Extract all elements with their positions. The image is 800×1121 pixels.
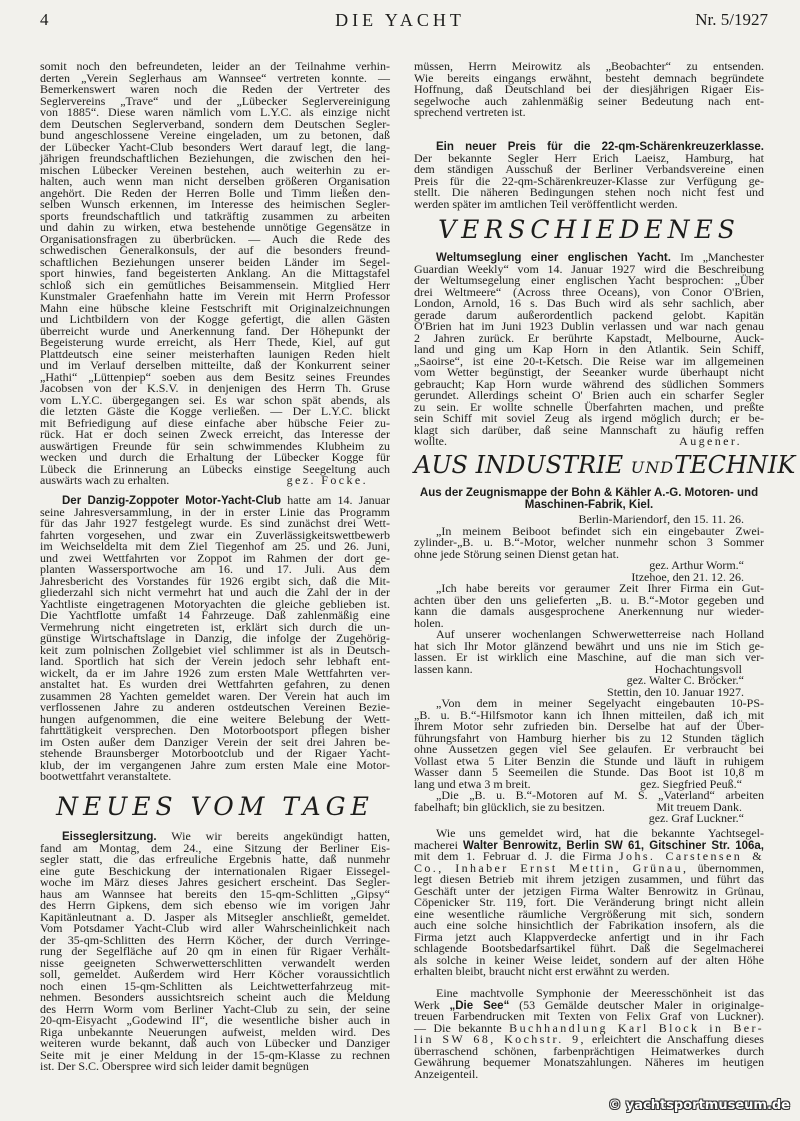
signature: gez. Siegfried Peuß.“	[640, 776, 742, 791]
text-line: nisse geeigneten Schwerwetterschlitten verwandelt werden	[40, 955, 390, 970]
article-luebeck-continuation	[40, 61, 390, 487]
text-line: gliederzahl sich nicht vermehrt hat und auch die Zahl der in der	[40, 585, 390, 599]
text-line: werden später im amtlichen Teil veröffentlicht werden.	[414, 196, 678, 211]
text-line: erhalten bleibt, braucht nicht erst erwähnt zu werden.	[414, 964, 670, 978]
text-line: Der Danzig-Zoppoter Motor-Yacht-Club hatte am 14. Januar	[62, 493, 390, 507]
text-line: gez. Graf Luckner.“	[648, 811, 744, 825]
text-line: fahrttätigkeit versprechen. Den Motorbootsport pflegen bisher	[40, 723, 390, 737]
text-line: treuen Farbendrucken mit Texten von Felix Graf von Luckner).	[414, 1009, 764, 1023]
bold-lead: Walter Benrowitz, Berlin SW 61, Gitschiner Str. 106a,	[463, 839, 764, 852]
text-line: macherei Walter Benrowitz, Berlin SW 61, Gitschiner Str. 106a,	[414, 837, 764, 852]
text-line: zylinder-„B. u. B.“-Motor, welcher nunmehr schon 3 Sommer	[414, 535, 764, 549]
text-line: „Ich habe bereits vor geraumer Zeit Ihrer Firma ein Gut-	[436, 581, 764, 595]
text-line: klagt sich darüber, daß seine Mannschaft zu häufig reffen	[414, 422, 764, 437]
signature: Hochachtungsvoll	[654, 661, 742, 676]
text-line: derten „Verein Seglerhaus am Wannsee“ vertreten konnte. —	[40, 70, 390, 85]
text-line: wollte. Augener.	[414, 434, 742, 448]
text-line: Lübeck die Erinnerung an Lübecks einstige Seegeltung auch	[40, 461, 390, 476]
text-line: Ihrem Motor sehr zufrieden bin. Derselbe hat auf der Über-	[414, 719, 764, 733]
text-line: Guardian Weekly“ vom 14. Januar 1927 wird die Beschreibung	[414, 261, 764, 276]
text-line: segelwoche auch zahlenmäßig seiner Bedeutung nach ent-	[414, 93, 764, 108]
text-line: „Von dem in meiner Segelyacht eingebauten 10-PS-	[436, 696, 764, 710]
article-weltumseglung	[414, 252, 764, 448]
text-line: stellt. Die näheren Bedingungen stehen noch nicht fest und	[414, 185, 764, 199]
text-line: auswärtigen Freunde für sein schwimmendes Klubheim zu	[40, 438, 390, 453]
text-line: des Herrn Gipkens, dem sich ebenso wie im vorigen Jahr	[40, 898, 390, 912]
text-line: Der bekannte Segler Herr Erich Laeisz, Hamburg, hat	[414, 150, 764, 165]
text-line: rung der Segelfläche auf 20 qm in einen für Rigaer Verhält-	[40, 944, 390, 958]
text-line: Anzeigenteil.	[414, 1066, 479, 1081]
text-line: und zwei Wettfahrten vor Zoppot im Rahmen der dort ge-	[40, 550, 390, 565]
text-line: planten Wassersportwoche am 16. und 17. Juli. Aus dem	[40, 562, 390, 576]
text-line: Vermehrung nicht eingetreten ist, erklärt sich durch die un-	[40, 619, 390, 634]
text-line: Mahn eine hübsche kleine Festschrift mit Originalzeichnungen	[40, 300, 390, 315]
text-line: Begeisterung wurde erreicht, als Herr Thede, Kiel, auf gut	[40, 335, 390, 349]
text-line: 20-qm-Eisyacht „Godewind II“, die wesentliche bisher auch in	[40, 1013, 390, 1027]
text-line: lin SW 68, Kochstr. 9, erleichtert die Anschaffung dieses	[414, 1032, 764, 1046]
section-heading-neues-vom-tage: NEUES VOM TAGE	[56, 792, 374, 821]
text-line: Die Yachtflotte umfaßt 14 Fahrzeuge. Daß zahlenmäßig eine	[40, 608, 390, 622]
text-line: haus am Wannsee hat bereits den 15-qm-Schlitten „Gipsy“	[40, 886, 390, 901]
testimonial-signature	[414, 813, 764, 825]
text-line: Auf unserer wochenlangen Schwerwetterreise nach Holland	[436, 627, 764, 641]
text-line: Vom Potsdamer Yacht-Club wird aller Wahrscheinlichkeit nach	[40, 921, 390, 935]
text-line: drei Weltmeere“ (Across three Oceans), von Conor O'Brien,	[414, 284, 764, 299]
text-line: führungsfahrt von Hamburg hierher bis zu 12 Stunden täglich	[414, 730, 764, 745]
text-line: für das Jahr 1927 festgelegt wurde. Es sind zunächst drei Wett-	[40, 516, 390, 530]
text-line: als solche in keiner Weise leidet, sondern auf der alten Höhe	[414, 952, 764, 967]
text-line: lang und etwa 3 m breit. gez. Siegfried Peuß.“	[414, 776, 742, 791]
text-line: mit dem 1. Februar d. J. die Firma Johs. Carstensen &	[414, 849, 764, 863]
text-line: seine Jahresversammlung, in der in erster Linie das Programm	[40, 504, 390, 519]
text-line: kann die damals ausgesprochene Anerkennung nur wieder-	[414, 604, 764, 618]
text-line: zu sein. Er wollte schnelle Überfahrten machen, und preßte	[414, 399, 764, 414]
text-line: London, Arnold, 16 s. Das Buch wird als sehr sachlich, aber	[414, 296, 764, 310]
signature: gez. Focke.	[286, 473, 368, 487]
text-line: halten, auch wenn man nicht derselben größeren Organisation	[40, 174, 390, 188]
text-line: Co., Inhaber Ernst Mettin, Grünau, übernommen,	[414, 860, 764, 875]
text-line: müssen, Herrn Meirowitz als „Beobachter“ zu entsenden.	[414, 59, 764, 73]
issue-number: Nr. 5/1927	[695, 10, 768, 29]
text-line: vom Wetter begünstigt, der Seeanker wurde überhaupt nicht	[414, 365, 764, 379]
heading-part: UND	[630, 458, 675, 477]
text-line: ohne Aussetzen gegen viel See gelaufen. Er verbraucht bei	[414, 742, 764, 756]
text-line: Vollast etwa 5 Liter Benzin die Stunde und läuft in ruhigem	[414, 753, 764, 768]
text-line: des Herrn Worm vom Berliner Yacht-Club zu sein, der seine	[40, 1001, 390, 1016]
text-line: Jacobsen von der K.S.V. in denjenigen des Herrn Th. Gruse	[40, 381, 390, 395]
text-line: sports freundschaftlich und tatkräftig zusammen zu arbeiten	[40, 208, 390, 223]
text-line: hungen aufgenommen, die eine weitere Belebung der Wett-	[40, 711, 390, 726]
testimonial-quote	[414, 523, 764, 561]
text-line: im Weichseldelta mit dem Ziel Tiegenhof am 25. und 26. Juni,	[40, 539, 390, 553]
text-line: woche im März dieses Jahres gesichert erscheint. Das Segler-	[40, 875, 390, 889]
text-line: gez. Walter C. Bröcker.“	[626, 673, 744, 687]
text-line: eine wesentliche räumliche Vergrößerung mit sich, sondern	[414, 906, 764, 921]
spaced-text: lin SW 68, Kochstr. 9,	[414, 1032, 586, 1046]
text-line: sprechend vertreten ist.	[414, 105, 526, 119]
text-line: noch einen 15-qm-Schlitten als Leichtwetterfahrzeug mit-	[40, 978, 390, 993]
text-line: legt diesen Betrieb mit ihrem jetzigen zusammen, und führt das	[414, 872, 764, 886]
text-line: Plattdeutsch eine seiner meisterhaften launigen Reden hielt	[40, 346, 390, 361]
text-line: dem Deutschen Seglerverband, sondern dem Deutschen Segler-	[40, 116, 390, 131]
text-line: Maschinen-Fabrik, Kiel.	[524, 498, 654, 511]
spaced-text: Co., Inhaber Ernst Mettin, Grünau,	[414, 860, 689, 875]
text-line: „Die „B. u. B.“-Motoren auf M. S. „Vaterland“ arbeiten	[436, 788, 764, 802]
text-line: im Osten außer dem Danziger Verein der seit drei Jahren be-	[40, 734, 390, 749]
text-line: mit Befriedigung auf diese einfache aber hübsche Feier zu-	[40, 415, 390, 430]
text-line: angehört. Die Reden der Herren Bolle und Timm ließen den-	[40, 185, 390, 200]
text-line: gez. Arthur Worm.“	[649, 558, 744, 572]
text-line: bootwettfahrt veranstaltete.	[40, 769, 172, 783]
text-line: der 35-qm-Schlitten des Herrn Köcher, der durch Verringe-	[40, 932, 390, 947]
text-line: Geschäft unter der jetzigen Firma Walter Benrowitz in Grünau,	[414, 883, 764, 898]
text-line: eine gute Beschickung der internationalen Rigaer Eissegel-	[40, 863, 390, 878]
article-eissegel-continuation	[414, 61, 764, 119]
text-line: der Weltumsegelung einer englischen Yacht besprochen: „Über	[414, 273, 764, 287]
text-line: Eisseglersitzung. Wie wir bereits angekündigt hatten,	[62, 829, 390, 843]
text-line: und im Verlauf derselben mitteilte, daß der Konkurrent seiner	[40, 358, 390, 372]
text-line: schaftlichen Beziehungen unserer beiden Länder im Segel-	[40, 254, 390, 269]
text-line: Weltumseglung einer englischen Yacht. Im „Manchester	[436, 250, 764, 264]
text-line: somit noch den befreundeten, leider an der Teilnahme verhin-	[40, 59, 390, 73]
text-line: Firma jetzt auch Klappverdecke anfertigt und in ihr Fach	[414, 929, 764, 944]
text-line: fahrten vorgesehen, und zwar ein Zuverlässigkeitswettbewerb	[40, 527, 390, 542]
text-line: land und ging um Kap Horn in den Atlantik. Sein Schiff,	[414, 342, 764, 356]
text-line: land. Sportlich hat sich der Verein jedoch sehr lebhaft ent-	[40, 654, 390, 668]
text-line: wickelt, da er im Jahre 1926 zum ersten Male Wettfahrten ver-	[40, 665, 390, 680]
text-line: ohne jede Störung seinen Dienst getan hat.	[414, 546, 619, 561]
text-line: gerundet. Allerdings scheint O' Brien auch ein scharfer Segler	[414, 388, 764, 402]
text-line: achten über den uns gelieferten „B. u. B.“-Motor gegeben und	[414, 592, 764, 607]
text-line: Riga unbekannte Neuerungen aufweist, melden wird. Des	[40, 1024, 390, 1039]
text-line: Organisationsfragen zu überbrücken. — Auch die Rede des	[40, 231, 390, 246]
text-line: selben Wunsch erkennen, im Interesse des heimischen Segler-	[40, 197, 390, 211]
article-die-see	[414, 988, 764, 1080]
heading-part: AUS INDUSTRIE	[414, 451, 624, 479]
text-line: „Hathi“ „Lüttenpiep“ soeben aus dem Besitz seines Freundes	[40, 369, 390, 384]
testimonial-quote	[414, 583, 764, 629]
text-line: und dahin zu wirken, etwa bestehende unnötige Gegensätze in	[40, 220, 390, 234]
text-line: Kunstmaler Graefenhahn hatte im Verein mit Herrn Professor	[40, 289, 390, 303]
text-line: sport hinwies, fand begeisterten Anklang. An die Mittagstafel	[40, 266, 390, 280]
text-line: klub, der im vergangenen Jahre zum ersten Male eine Motor-	[40, 757, 390, 772]
text-line: Stettin, den 10. Januar 1927.	[607, 684, 744, 699]
watermark: © yachtsportmuseum.de	[608, 1098, 790, 1113]
text-line: Eine machtvolle Symphonie der Meeresschönheit ist das	[436, 986, 764, 1000]
text-line: weiteren wurde bekannt, daß auch von Lübecker und Danziger	[40, 1036, 390, 1050]
text-line: schlagende Bootsbedarfsartikel führt. Daß die Segelmacherei	[414, 941, 764, 955]
text-line: gebraucht; Kap Horn wurde während des südlichen Sommers	[414, 376, 764, 391]
testimonial-quote	[414, 790, 764, 813]
signature: Mit treuem Dank.	[656, 799, 742, 814]
text-line: Cöpenicker Str. 119, fort. Die Veränderung bringt nicht allein	[414, 895, 764, 909]
text-line: rück. Hat er doch seinen Zweck erreicht, das Interesse der	[40, 427, 390, 441]
text-line: ist. Der S.C. Oberspree wird sich leider damit begnügen	[40, 1059, 309, 1073]
text-line: überraschend schönen, farbenprächtigen Heimatwerkes durch	[414, 1043, 764, 1058]
section-heading-verschiedenes: VERSCHIEDENES	[438, 215, 740, 244]
text-line: Gewährung bequemer Monatszahlungen. Näheres im heutigen	[414, 1055, 764, 1069]
text-line: vom L.Y.C. übergegangen sei. Es war schon spät abends, als	[40, 392, 390, 407]
text-line: Preis für die 22-qm-Schärenkreuzer-Klasse zur Verfügung ge-	[414, 173, 764, 188]
signature: Augener.	[679, 434, 742, 448]
magazine-title: DIE YACHT	[335, 10, 465, 30]
text-line: holen.	[414, 615, 444, 630]
text-line: Seglervereins „Trave“ und der „Lübecker Seglervereinigung	[40, 93, 390, 108]
text-line: „Saoirse“, ist eine 20-t-Ketsch. Die Reise war im allgemeinen	[414, 353, 764, 368]
text-line: schloß sich ein gemütliches Beisammensein. Mitglied Herr	[40, 277, 390, 292]
spaced-text: Buchhandlung Karl Block in Ber-	[509, 1020, 764, 1035]
text-line: Berlin-Mariendorf, den 15. 11. 26.	[578, 512, 744, 526]
text-line: der Lübecker Yacht-Club besonders Wert darauf legt, die lang-	[40, 139, 390, 154]
text-line: von 1885“. Diese waren nämlich vom L.Y.C. als einzige nicht	[40, 105, 390, 119]
text-line: Jahresbericht des Vorstandes für 1926 ergibt sich, daß die Mit-	[40, 573, 390, 588]
text-line: günstige Wirtschaftslage in Danzig, die infolge der Zugehörig-	[40, 631, 390, 645]
text-line: stehende Braunsberger Motorbootclub und der Rigaer Yacht-	[40, 746, 390, 760]
text-line: Bemerkenswert waren noch die Reden der Vertreter des	[40, 82, 390, 96]
article-eisseglersitzung	[40, 831, 390, 1073]
text-line: Wie bereits eingangs erwähnt, besteht demnach begründete	[414, 70, 764, 85]
bold-lead: „Die See“	[449, 999, 510, 1012]
text-line: Itzehoe, den 21. 12. 26.	[631, 569, 744, 584]
text-line: Seite mit je einer Meldung in der 15-qm-Klasse zu rechnen	[40, 1047, 390, 1062]
text-line: Yachtliste eingetragenen Motoryachten die gleiche geblieben ist.	[40, 596, 390, 611]
text-line: „B. u. B.“-Hilfsmotor kann ich Ihnen mitteilen, daß ich mit	[414, 707, 764, 722]
text-line: hat sich Ihr Motor glänzend bewährt und uns nie im Stich ge-	[414, 638, 764, 653]
text-line: 2 Jahren zurück. Er berührte Kapstadt, Melbourne, Auck-	[414, 330, 764, 345]
text-line: lassen. Er ist wirklich eine Maschine, auf die man sich ver-	[414, 650, 764, 664]
industrie-subheading	[414, 488, 764, 511]
page-number: 4	[40, 10, 49, 29]
text-line: Wie uns gemeldet wird, hat die bekannte Yachtsegel-	[436, 826, 764, 840]
text-line: überreicht wurde und Anerkennung fand. Der Höhepunkt der	[40, 323, 390, 338]
text-line: O'Brien hat im Juni 1923 Dublin verlassen und war nach genau	[414, 319, 764, 333]
bold-lead: Ein neuer Preis für die 22-qm-Schärenkreuzerklasse.	[436, 141, 764, 153]
text-line: „In meinem Beiboot befindet sich ein eingebauter Zwei-	[436, 523, 764, 538]
text-line: auch eine solche hinsichtlich der Fabrikation insofern, als die	[414, 918, 764, 932]
text-line: die letzten Gäste die Kogge verließen. — Der L.Y.C. blickt	[40, 404, 390, 418]
spaced-text: Johs. Carstensen &	[618, 849, 764, 863]
text-line: fand am Montag, dem 24., eine Sitzung der Berliner Eis-	[40, 840, 390, 855]
text-line: anstaltet hat. Es wurden drei Wettfahrten gefahren, zu denen	[40, 677, 390, 691]
text-line: Aus der Zeugnismappe der Bohn & Kähler A.-G. Motoren- und	[419, 487, 759, 499]
text-line: mischen Lübecker Vereinen bestehen, auch weiterhin zu er-	[40, 162, 390, 177]
text-line: bund angeschlossene Vereine eingeladen, um zu betonen, daß	[40, 128, 390, 142]
testimonial-quote	[414, 698, 764, 790]
heading-part: TECHNIK	[674, 451, 796, 479]
article-benrowitz	[414, 828, 764, 978]
text-line: auswärts wach zu erhalten. gez. Focke.	[40, 473, 368, 487]
bold-lead: Weltumseglung einer englischen Yacht.	[436, 252, 671, 264]
article-danzig-zoppoter	[40, 495, 390, 783]
text-line: sein Schiff mit soviel Zeug als irgend möglich durch; er be-	[414, 411, 764, 425]
text-line: soll, gemeldet. Außerdem wird Herr Köcher voraussichtlich	[40, 967, 390, 981]
text-line: keit zum polnischen Zollgebiet viel schlimmer ist als in Deutsch-	[40, 642, 390, 657]
text-line: gerade darum außerordentlich packend gelobt. Kapitän	[414, 307, 764, 322]
bold-lead: Eisseglersitzung.	[62, 831, 157, 843]
text-line: lassen kann. Hochachtungsvoll	[414, 661, 742, 676]
bold-lead: Der Danzig-Zoppoter Motor-Yacht-Club	[62, 495, 282, 507]
section-heading-industrie-technik	[414, 451, 796, 479]
testimonials	[414, 514, 764, 825]
text-line: jährigen freundschaftlichen Beziehungen, die zwischen den hei-	[40, 151, 390, 165]
text-line: schwedischen Generalkonsuls, der auf die besonders freund-	[40, 243, 390, 257]
article-neuer-preis	[414, 141, 764, 210]
text-line: — Die bekannte Buchhandlung Karl Block in Ber-	[414, 1020, 764, 1035]
text-line: wecken und durch die Erhaltung der Lübecker Kogge für	[40, 450, 390, 464]
text-line: Wasser dann 5 Seemeilen die Stunde. Das Boot ist 10,8 m	[414, 765, 764, 779]
text-line: Kapitänleutnant a. D. Jasper als Mitsegler anschließt, gemeldet.	[40, 909, 390, 924]
testimonial-quote	[414, 629, 764, 675]
text-line: segler statt, die das erfreuliche Ergebnis hatte, daß nunmehr	[40, 852, 390, 866]
text-line: dem ständigen Ausschuß der Berliner Verbandsvereine einen	[414, 162, 764, 176]
text-line: fabelhaft; bin glücklich, sie zu besitzen. Mit treuem Dank.	[414, 799, 742, 814]
text-line: verflossenen Jahre zu anderen ostdeutschen Vereinen Bezie-	[40, 700, 390, 714]
text-line: zusammen 28 Yachten gemeldet waren. Der Verein hat auch im	[40, 688, 390, 703]
text-line: und Lichtbildern von der Kogge gefertigt, die allen Gästen	[40, 312, 390, 326]
text-line: Werk „Die See“ (53 Gemälde deutscher Maler in originalge-	[414, 997, 764, 1012]
text-line: Hoffnung, daß Deutschland bei der diesjährigen Rigaer Eis-	[414, 82, 764, 96]
text-line: nehmen. Besonders aussichtsreich scheint auch die Meldung	[40, 990, 390, 1004]
